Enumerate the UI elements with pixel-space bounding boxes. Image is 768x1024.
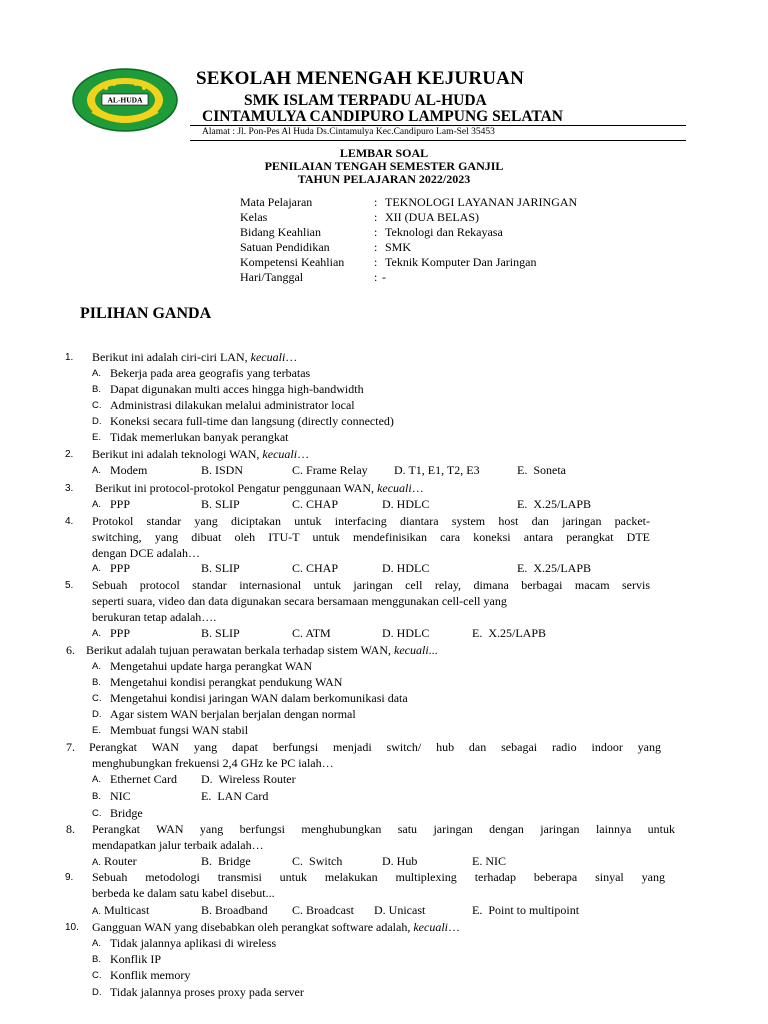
section-title: PILIHAN GANDA bbox=[80, 305, 212, 322]
school-name: SMK ISLAM TERPADU AL-HUDA bbox=[244, 92, 487, 109]
svg-text:AL-HUDA: AL-HUDA bbox=[107, 95, 143, 105]
question-text: Perangkat WAN yang dapat berfungsi menjadi switch/ hub dan sebagai radio indoor yang bbox=[89, 740, 661, 754]
option-text: Mengetahui kondisi perangkat pendukung WAN bbox=[110, 675, 343, 689]
question-text: menghubungkan frekuensi 2,4 GHz ke PC ialah… bbox=[92, 756, 334, 770]
option-text: PPP bbox=[110, 626, 131, 640]
question-text: Perangkat WAN yang berfungsi menghubungkan satu jaringan dengan jaringan lainnya untuk bbox=[92, 822, 675, 836]
doc-title: LEMBAR SOAL bbox=[339, 146, 429, 160]
option-text: Bridge bbox=[110, 806, 143, 820]
question-text: Protokol standar yang diciptakan untuk interfacing diantara system host dan jaringan packet- bbox=[92, 514, 650, 528]
option-text: C. ATM bbox=[292, 626, 331, 640]
question-text: Berikut ini adalah teknologi WAN, kecuali… bbox=[92, 447, 310, 461]
question-text: berbeda ke dalam satu kabel disebut... bbox=[92, 886, 275, 900]
option-text: Agar sistem WAN berjalan berjalan dengan normal bbox=[110, 707, 356, 721]
option-text: C. Switch bbox=[292, 854, 343, 868]
option-text: C. CHAP bbox=[292, 497, 339, 511]
option-text: E. LAN Card bbox=[201, 789, 269, 803]
question-text: Berikut adalah tujuan perawatan berkala terhadap sistem WAN, kecuali... bbox=[86, 643, 438, 657]
question-number: 6. bbox=[66, 643, 75, 657]
exam-page: AL-HUDA SEKOLAH MENENGAH KEJURUAN SMK ISLAM TERPADU AL-HUDA CINTAMULYA CANDIPURO LAMPUNG SELATAN Alamat : Jl. Pon-Pes Al Huda Ds.Cintamulya Kec.Candipuro Lam-Sel 35453 LEMBAR SOAL PENILAIAN TENGAH SEMESTER GANJIL TAHUN PELAJARAN 2022/2023 Mata Pelajaran : TEKNOLOGI LAYANAN JARINGAN Kelas : XII (DUA BELAS) Bidang Keahlian : Teknologi dan Rekayasa Satuan Pendidikan : SMK Kompetensi Keahlian : Teknik Komputer Dan Jaringan Hari/Tanggal : - PILIHAN GANDA 1. Berikut ini adalah ciri-ciri LAN, kecuali… A. Bekerja pada area geografis yang terbatas B. Dapat digunakan multi acces hingga high-bandwidth C. Administrasi dilakukan melalui administrator local D. Koneksi secara full-time dan langsung (directly connected) E. Tidak memerlukan banyak perangkat 2. Berikut ini adalah teknologi WAN, kecuali… A. Modem B. ISDN C. Frame Relay D. T1, E1, T2, E3 E. Soneta 3. Berikut ini protocol-protokol Pengatur penggunaan WAN, kecuali… A. PPP B. SLIP C. CHAP D. HDLC E. X.25/LAPB 4. Protokol standar yang diciptakan untuk interfacing diantara system host dan jaringan packet- switching, yang dibuat oleh ITU-T untuk mendefinisikan cara koneksi antara perangkat DTE dengan DCE adalah… A. PPP B. SLIP C. CHAP D. HDLC E. X.25/LAPB 5. Sebuah protocol standar internasional untuk jaringan cell relay, dimana berbagai macam servis seperti suara, video dan data digunakan secara bersamaan menggunakan cell-cell yang berukuran tetap adalah…. A. PPP B. SLIP C. ATM D. HDLC E. X.25/LAPB 6. Berikut adalah tujuan perawatan berkala terhadap sistem WAN, kecuali... A. Mengetahui update harga perangkat WAN B. Mengetahui kondisi perangkat pendukung WAN C. Mengetahui kondisi jaringan WAN dalam berkomunikasi data D. Agar sistem WAN berjalan berjalan dengan normal E. Membuat fungsi WAN stabil 7. Perangkat WAN yang dapat berfungsi menjadi switch/ hub dan sebagai radio indoor yang menghubungkan frekuensi 2,4 GHz ke PC ialah… A. Ethernet Card D. Wireless Router B. NIC E. LAN Card C. Bridge 8. Perangkat WAN yang berfungsi menghubungkan satu jaringan dengan jaringan lainnya untuk mendapatkan jalur terbaik adalah… A. Router B. Bridge C. Switch D. Hub E. NIC 9. Sebuah metodologi transmisi untuk melakukan multiplexing terhadap beberapa sinyal yang berbeda ke dalam satu kabel disebut... A. Multicast B. Broadband C. Broadcast D. Unicast E. Point to multipoint 10. Gangguan WAN yang disebabkan oleh perangkat software adalah, kecuali… A. Tidak jalannya aplikasi di wireless B. Konflik IP C. Konflik memory D. Tidak jalannya proses proxy pada server bbox=[0, 0, 768, 1024]
option-text: Tidak jalannya proses proxy pada server bbox=[110, 985, 304, 999]
school-address: Alamat : Jl. Pon-Pes Al Huda Ds.Cintamulya Kec.Candipuro Lam-Sel 35453 bbox=[202, 127, 495, 137]
option-text: C. Broadcast bbox=[292, 903, 354, 917]
option-text: B. SLIP bbox=[201, 497, 240, 511]
question-text: Berikut ini protocol-protokol Pengatur penggunaan WAN, kecuali… bbox=[95, 481, 424, 495]
school-type: SEKOLAH MENENGAH KEJURUAN bbox=[196, 68, 525, 89]
option-text: Tidak jalannya aplikasi di wireless bbox=[110, 936, 277, 950]
option-text: Administrasi dilakukan melalui administrator local bbox=[110, 398, 355, 412]
school-location: CINTAMULYA CANDIPURO LAMPUNG SELATAN bbox=[202, 108, 563, 125]
option-text: E. NIC bbox=[472, 854, 507, 868]
option-text: B. SLIP bbox=[201, 561, 240, 575]
question-text: mendapatkan jalur terbaik adalah… bbox=[92, 838, 264, 852]
option-text: D. HDLC bbox=[382, 626, 430, 640]
option-text: E. X.25/LAPB bbox=[517, 497, 592, 511]
question-text: Berikut ini adalah ciri-ciri LAN, kecuali… bbox=[92, 350, 298, 364]
option-text: PPP bbox=[110, 561, 131, 575]
question-number: 5. bbox=[65, 580, 74, 591]
question-number: 3. bbox=[65, 483, 74, 494]
header-rule-bottom bbox=[190, 140, 686, 141]
option-text: E. Point to multipoint bbox=[472, 903, 580, 917]
academic-year: TAHUN PELAJARAN 2022/2023 bbox=[297, 172, 471, 186]
option-text: Ethernet Card bbox=[110, 772, 177, 786]
option-text: E. X.25/LAPB bbox=[472, 626, 547, 640]
question-number: 1. bbox=[65, 352, 74, 363]
option-text: B. Bridge bbox=[201, 854, 251, 868]
option-text: A. Multicast bbox=[92, 903, 150, 917]
exam-title: PENILAIAN TENGAH SEMESTER GANJIL bbox=[264, 159, 504, 173]
question-text: Gangguan WAN yang disebabkan oleh perangkat software adalah, kecuali… bbox=[92, 920, 460, 934]
option-text: Konflik IP bbox=[110, 952, 161, 966]
question-number: 4. bbox=[65, 516, 74, 527]
option-text: Mengetahui update harga perangkat WAN bbox=[110, 659, 313, 673]
option-text: D. HDLC bbox=[382, 497, 430, 511]
question-text: dengan DCE adalah… bbox=[92, 546, 200, 560]
option-text: Mengetahui kondisi jaringan WAN dalam berkomunikasi data bbox=[110, 691, 408, 705]
question-number: 10. bbox=[65, 922, 79, 933]
question-text: switching, yang dibuat oleh ITU-T untuk mendefinisikan cara koneksi antara perangkat DTE bbox=[92, 530, 650, 544]
option-text: Konflik memory bbox=[110, 968, 191, 982]
option-text: C. Frame Relay bbox=[292, 463, 368, 477]
question-text: Sebuah protocol standar internasional untuk jaringan cell relay, dimana berbagai macam servis bbox=[92, 578, 650, 592]
option-text: B. SLIP bbox=[201, 626, 240, 640]
school-logo bbox=[72, 68, 178, 132]
option-text: D. HDLC bbox=[382, 561, 430, 575]
question-number: 2. bbox=[65, 449, 74, 460]
option-text: PPP bbox=[110, 497, 131, 511]
option-text: Koneksi secara full-time dan langsung (directly connected) bbox=[110, 414, 394, 428]
option-text: NIC bbox=[110, 789, 131, 803]
option-text: C. CHAP bbox=[292, 561, 339, 575]
question-number: 8. bbox=[66, 822, 75, 836]
option-text: E. X.25/LAPB bbox=[517, 561, 592, 575]
header-rule-top bbox=[190, 125, 686, 126]
question-text: berukuran tetap adalah…. bbox=[92, 610, 217, 624]
question-number: 9. bbox=[65, 872, 74, 883]
option-text: Dapat digunakan multi acces hingga high-bandwidth bbox=[110, 382, 364, 396]
option-text: D. Unicast bbox=[374, 903, 426, 917]
question-number: 7. bbox=[66, 740, 75, 754]
option-text: Tidak memerlukan banyak perangkat bbox=[110, 430, 289, 444]
question-text: seperti suara, video dan data digunakan secara bersamaan menggunakan cell-cell yang bbox=[92, 594, 507, 608]
option-text: B. ISDN bbox=[201, 463, 244, 477]
option-text: Bekerja pada area geografis yang terbatas bbox=[110, 366, 311, 380]
option-text: Modem bbox=[110, 463, 148, 477]
option-text: Membuat fungsi WAN stabil bbox=[110, 723, 249, 737]
option-text: A. Router bbox=[92, 854, 137, 868]
option-text: D. Hub bbox=[382, 854, 418, 868]
option-text: D. T1, E1, T2, E3 bbox=[394, 463, 480, 477]
question-text: Sebuah metodologi transmisi untuk melakukan multiplexing terhadap beberapa sinyal yang bbox=[92, 870, 665, 884]
option-text: D. Wireless Router bbox=[201, 772, 296, 786]
option-text: E. Soneta bbox=[517, 463, 567, 477]
option-text: B. Broadband bbox=[201, 903, 268, 917]
